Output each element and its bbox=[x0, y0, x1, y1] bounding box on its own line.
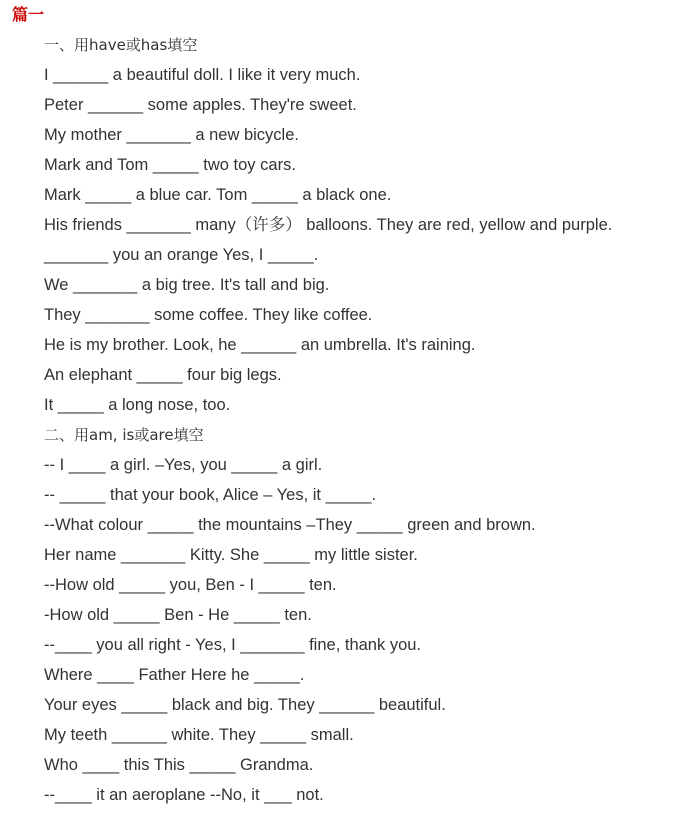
exercise-item: His friends _______ many（许多） balloons. They are red, yellow and purple. bbox=[44, 216, 613, 234]
exercise-item: --What colour _____ the mountains –They _____ green and brown. bbox=[44, 516, 536, 534]
exercise-list bbox=[44, 35, 680, 815]
exercise-item: Who ____ this This _____ Grandma. bbox=[44, 756, 314, 774]
exercise-item: --How old _____ you, Ben - I _____ ten. bbox=[44, 576, 337, 594]
exercise-item: They _______ some coffee. They like coffee. bbox=[44, 306, 373, 324]
exercise-item: Your eyes _____ black and big. They ______ beautiful. bbox=[44, 696, 446, 714]
section-title: 一、用have或has填空 bbox=[44, 36, 198, 54]
exercise-item: -- _____ that your book, Alice – Yes, it _____. bbox=[44, 486, 377, 504]
exercise-item: Her name _______ Kitty. She _____ my little sister. bbox=[44, 546, 418, 564]
exercise-item: My teeth ______ white. They _____ small. bbox=[44, 726, 354, 744]
exercise-item: --____ it an aeroplane --No, it ___ not. bbox=[44, 786, 324, 804]
exercise-item: --____ you all right - Yes, I _______ fine, thank you. bbox=[44, 636, 422, 654]
exercise-item: Mark _____ a blue car. Tom _____ a black one. bbox=[44, 186, 392, 204]
exercise-item: -How old _____ Ben - He _____ ten. bbox=[44, 606, 312, 624]
exercise-item: We _______ a big tree. It's tall and big. bbox=[44, 276, 330, 294]
exercise-item: It _____ a long nose, too. bbox=[44, 396, 231, 414]
exercise-item: An elephant _____ four big legs. bbox=[44, 366, 282, 384]
exercise-item: -- I ____ a girl. –Yes, you _____ a girl. bbox=[44, 456, 323, 474]
exercise-item: I ______ a beautiful doll. I like it very much. bbox=[44, 66, 361, 84]
exercise-item: He is my brother. Look, he ______ an umbrella. It's raining. bbox=[44, 336, 476, 354]
exercise-item: Where ____ Father Here he _____. bbox=[44, 666, 305, 684]
page-heading: 篇一 bbox=[12, 5, 45, 24]
exercise-item: Peter ______ some apples. They're sweet. bbox=[44, 96, 357, 114]
exercise-item: My mother _______ a new bicycle. bbox=[44, 126, 299, 144]
exercise-item: _______ you an orange Yes, I _____. bbox=[44, 246, 319, 264]
section-title: 二、用am, is或are填空 bbox=[44, 426, 204, 444]
exercise-item: Mark and Tom _____ two toy cars. bbox=[44, 156, 296, 174]
